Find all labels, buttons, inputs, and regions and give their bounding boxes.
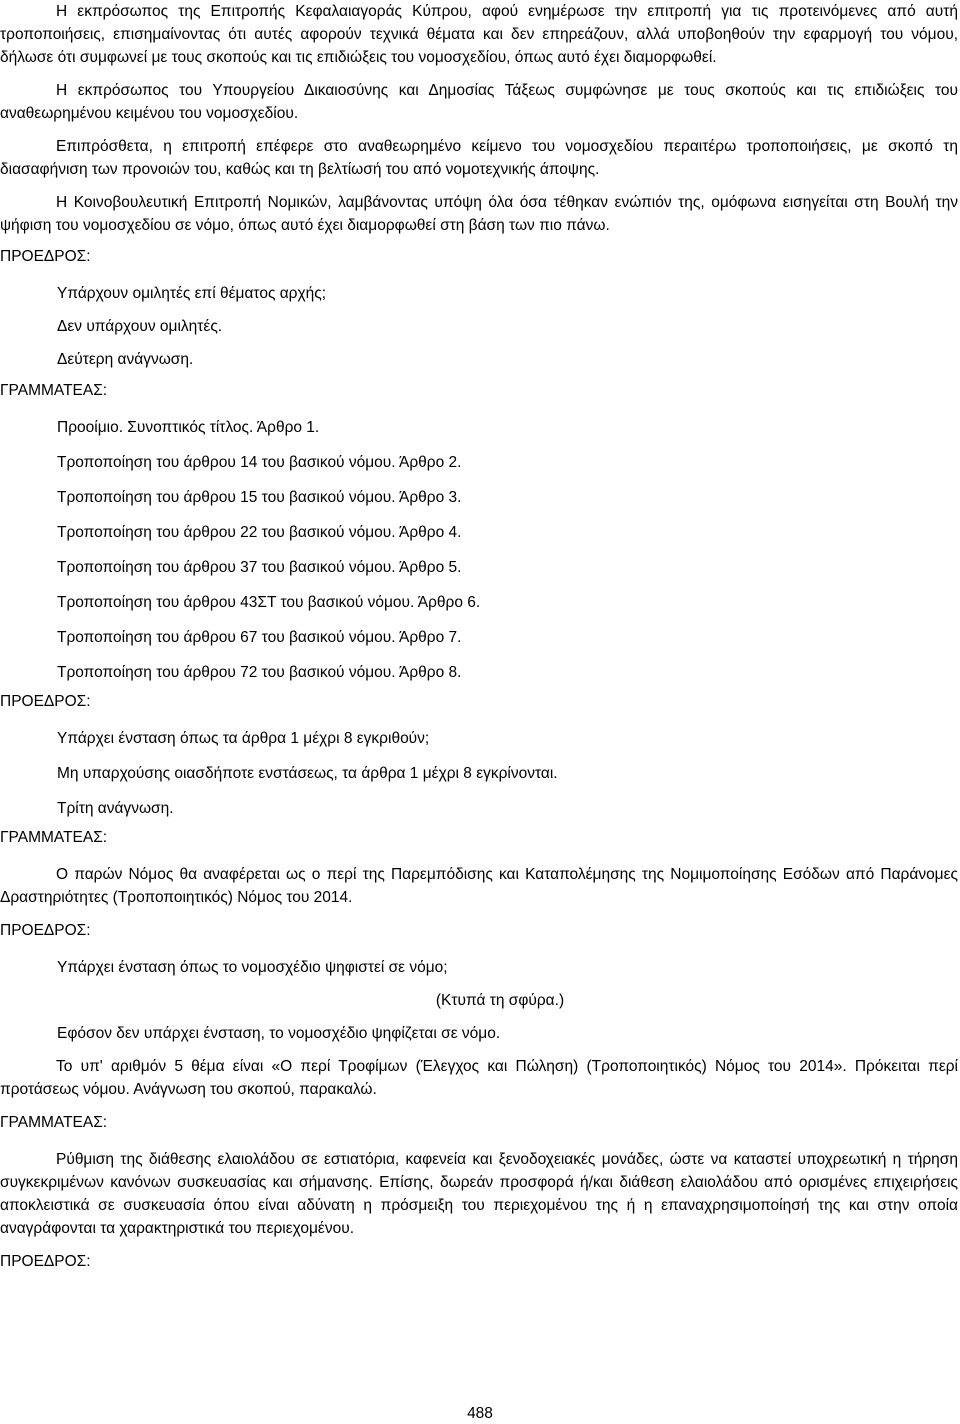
article-line: Τροποποίηση του άρθρου 43ΣΤ του βασικού νόμου. Άρθρο 6. (57, 594, 481, 611)
paragraph-olive-oil-purpose: Ρύθμιση της διάθεσης ελαιολάδου σε εστιατόρια, καφενεία και ξενοδοχειακές μονάδες, ώστε να καταστεί υποχρεωτική η τήρηση συγκεκριμένων κανόνων συσκευασίας και σήμανσης. Επίσης, δωρεάν προσφορά ή/και διάθεση ελαιολάδου από ορισμένες επιχειρήσεις αποκλειστικά σε συσκευασία όπου είναι αδύνατη η πρόσμειξη του περιεχομένου της ή η επαναχρησιμοποίησή της και στην οποία αναγράφονται τα χαρακτηριστικά του περιεχομένου. (0, 1151, 958, 1237)
article-line: Τροποποίηση του άρθρου 67 του βασικού νόμου. Άρθρο 7. (57, 629, 462, 646)
speech-line: Υπάρχουν ομιλητές επί θέματος αρχής; (57, 285, 327, 302)
paragraph-item-five: Το υπ' αριθμόν 5 θέμα είναι «Ο περί Τροφίμων (Έλεγχος και Πώληση) (Τροποποιητικός) Νόμος του 2014». Πρόκειται περί προτάσεως νόμου. Ανάγνωση του σκοπού, παρακαλώ. (0, 1058, 958, 1098)
speaker-secretary: ΓΡΑΜΜΑΤΕΑΣ: (0, 829, 108, 846)
article-line: Τροποποίηση του άρθρου 72 του βασικού νόμου. Άρθρο 8. (57, 664, 462, 681)
speaker-president: ΠΡΟΕΔΡΟΣ: (0, 248, 91, 265)
speech-line: Δεύτερη ανάγνωση. (57, 351, 194, 368)
speech-line: Υπάρχει ένσταση όπως το νομοσχέδιο ψηφιστεί σε νόμο; (57, 959, 448, 976)
page-number: 488 (467, 1405, 493, 1422)
speaker-president: ΠΡΟΕΔΡΟΣ: (0, 693, 91, 710)
article-line: Τροποποίηση του άρθρου 14 του βασικού νόμου. Άρθρο 2. (57, 454, 462, 471)
paragraph-capital-market-commission: Η εκπρόσωπος της Επιτροπής Κεφαλαιαγοράς Κύπρου, αφού ενημέρωσε την επιτροπή για τις προτεινόμενες από αυτή τροποποιήσεις, επισημαίνοντας ότι αυτές αφορούν τεχνικά θέματα και δεν επηρεάζουν, αλλά υποβοηθούν την εφαρμογή του νόμου, δήλωσε ότι συμφωνεί με τους σκοπούς και τις επιδιώξεις του νομοσχεδίου, όπως αυτό έχει διαμορφωθεί. (0, 3, 958, 66)
speech-line: Δεν υπάρχουν ομιλητές. (57, 318, 223, 335)
paragraph-further-amendments: Επιπρόσθετα, η επιτροπή επέφερε στο αναθεωρημένο κείμενο του νομοσχεδίου περαιτέρω τροποποιήσεις, με σκοπό τη διασαφήνιση των προνοιών του, καθώς και τη βελτίωσή του από νομοτεχνικής άποψης. (0, 138, 958, 178)
paragraph-ministry-justice: Η εκπρόσωπος του Υπουργείου Δικαιοσύνης και Δημοσίας Τάξεως συμφώνησε με τους σκοπούς και τις επιδιώξεις του αναθεωρημένου κειμένου του νομοσχεδίου. (0, 82, 958, 122)
speech-line: Υπάρχει ένσταση όπως τα άρθρα 1 μέχρι 8 εγκριθούν; (57, 730, 430, 747)
speaker-president: ΠΡΟΕΔΡΟΣ: (0, 1253, 91, 1270)
article-line: Τροποποίηση του άρθρου 37 του βασικού νόμου. Άρθρο 5. (57, 559, 462, 576)
article-line: Τροποποίηση του άρθρου 22 του βασικού νόμου. Άρθρο 4. (57, 524, 462, 541)
speaker-president: ΠΡΟΕΔΡΟΣ: (0, 922, 91, 939)
speech-line: Εφόσον δεν υπάρχει ένσταση, το νομοσχέδιο ψηφίζεται σε νόμο. (57, 1025, 501, 1042)
stage-direction: (Κτυπά τη σφύρα.) (435, 992, 565, 1009)
speaker-secretary: ΓΡΑΜΜΑΤΕΑΣ: (0, 382, 108, 399)
speech-line: Μη υπαρχούσης οιασδήποτε ενστάσεως, τα άρθρα 1 μέχρι 8 εγκρίνονται. (57, 765, 558, 782)
paragraph-law-title: Ο παρών Νόμος θα αναφέρεται ως ο περί της Παρεμπόδισης και Καταπολέμησης της Νομιμοποίησης Εσόδων από Παράνομες Δραστηριότητες (Τροποποιητικός) Νόμος του 2014. (0, 866, 958, 906)
paragraph-committee-recommendation: Η Κοινοβουλευτική Επιτροπή Νομικών, λαμβάνοντας υπόψη όλα όσα τέθηκαν ενώπιόν της, ομόφωνα εισηγείται στη Βουλή την ψήφιση του νομοσχεδίου σε νόμο, όπως αυτό έχει διαμορφωθεί στη βάση των πιο πάνω. (0, 194, 958, 234)
article-line: Τροποποίηση του άρθρου 15 του βασικού νόμου. Άρθρο 3. (57, 489, 462, 506)
speaker-secretary: ΓΡΑΜΜΑΤΕΑΣ: (0, 1114, 108, 1131)
speech-line: Τρίτη ανάγνωση. (57, 800, 174, 817)
article-line: Προοίμιο. Συνοπτικός τίτλος. Άρθρο 1. (57, 419, 320, 436)
